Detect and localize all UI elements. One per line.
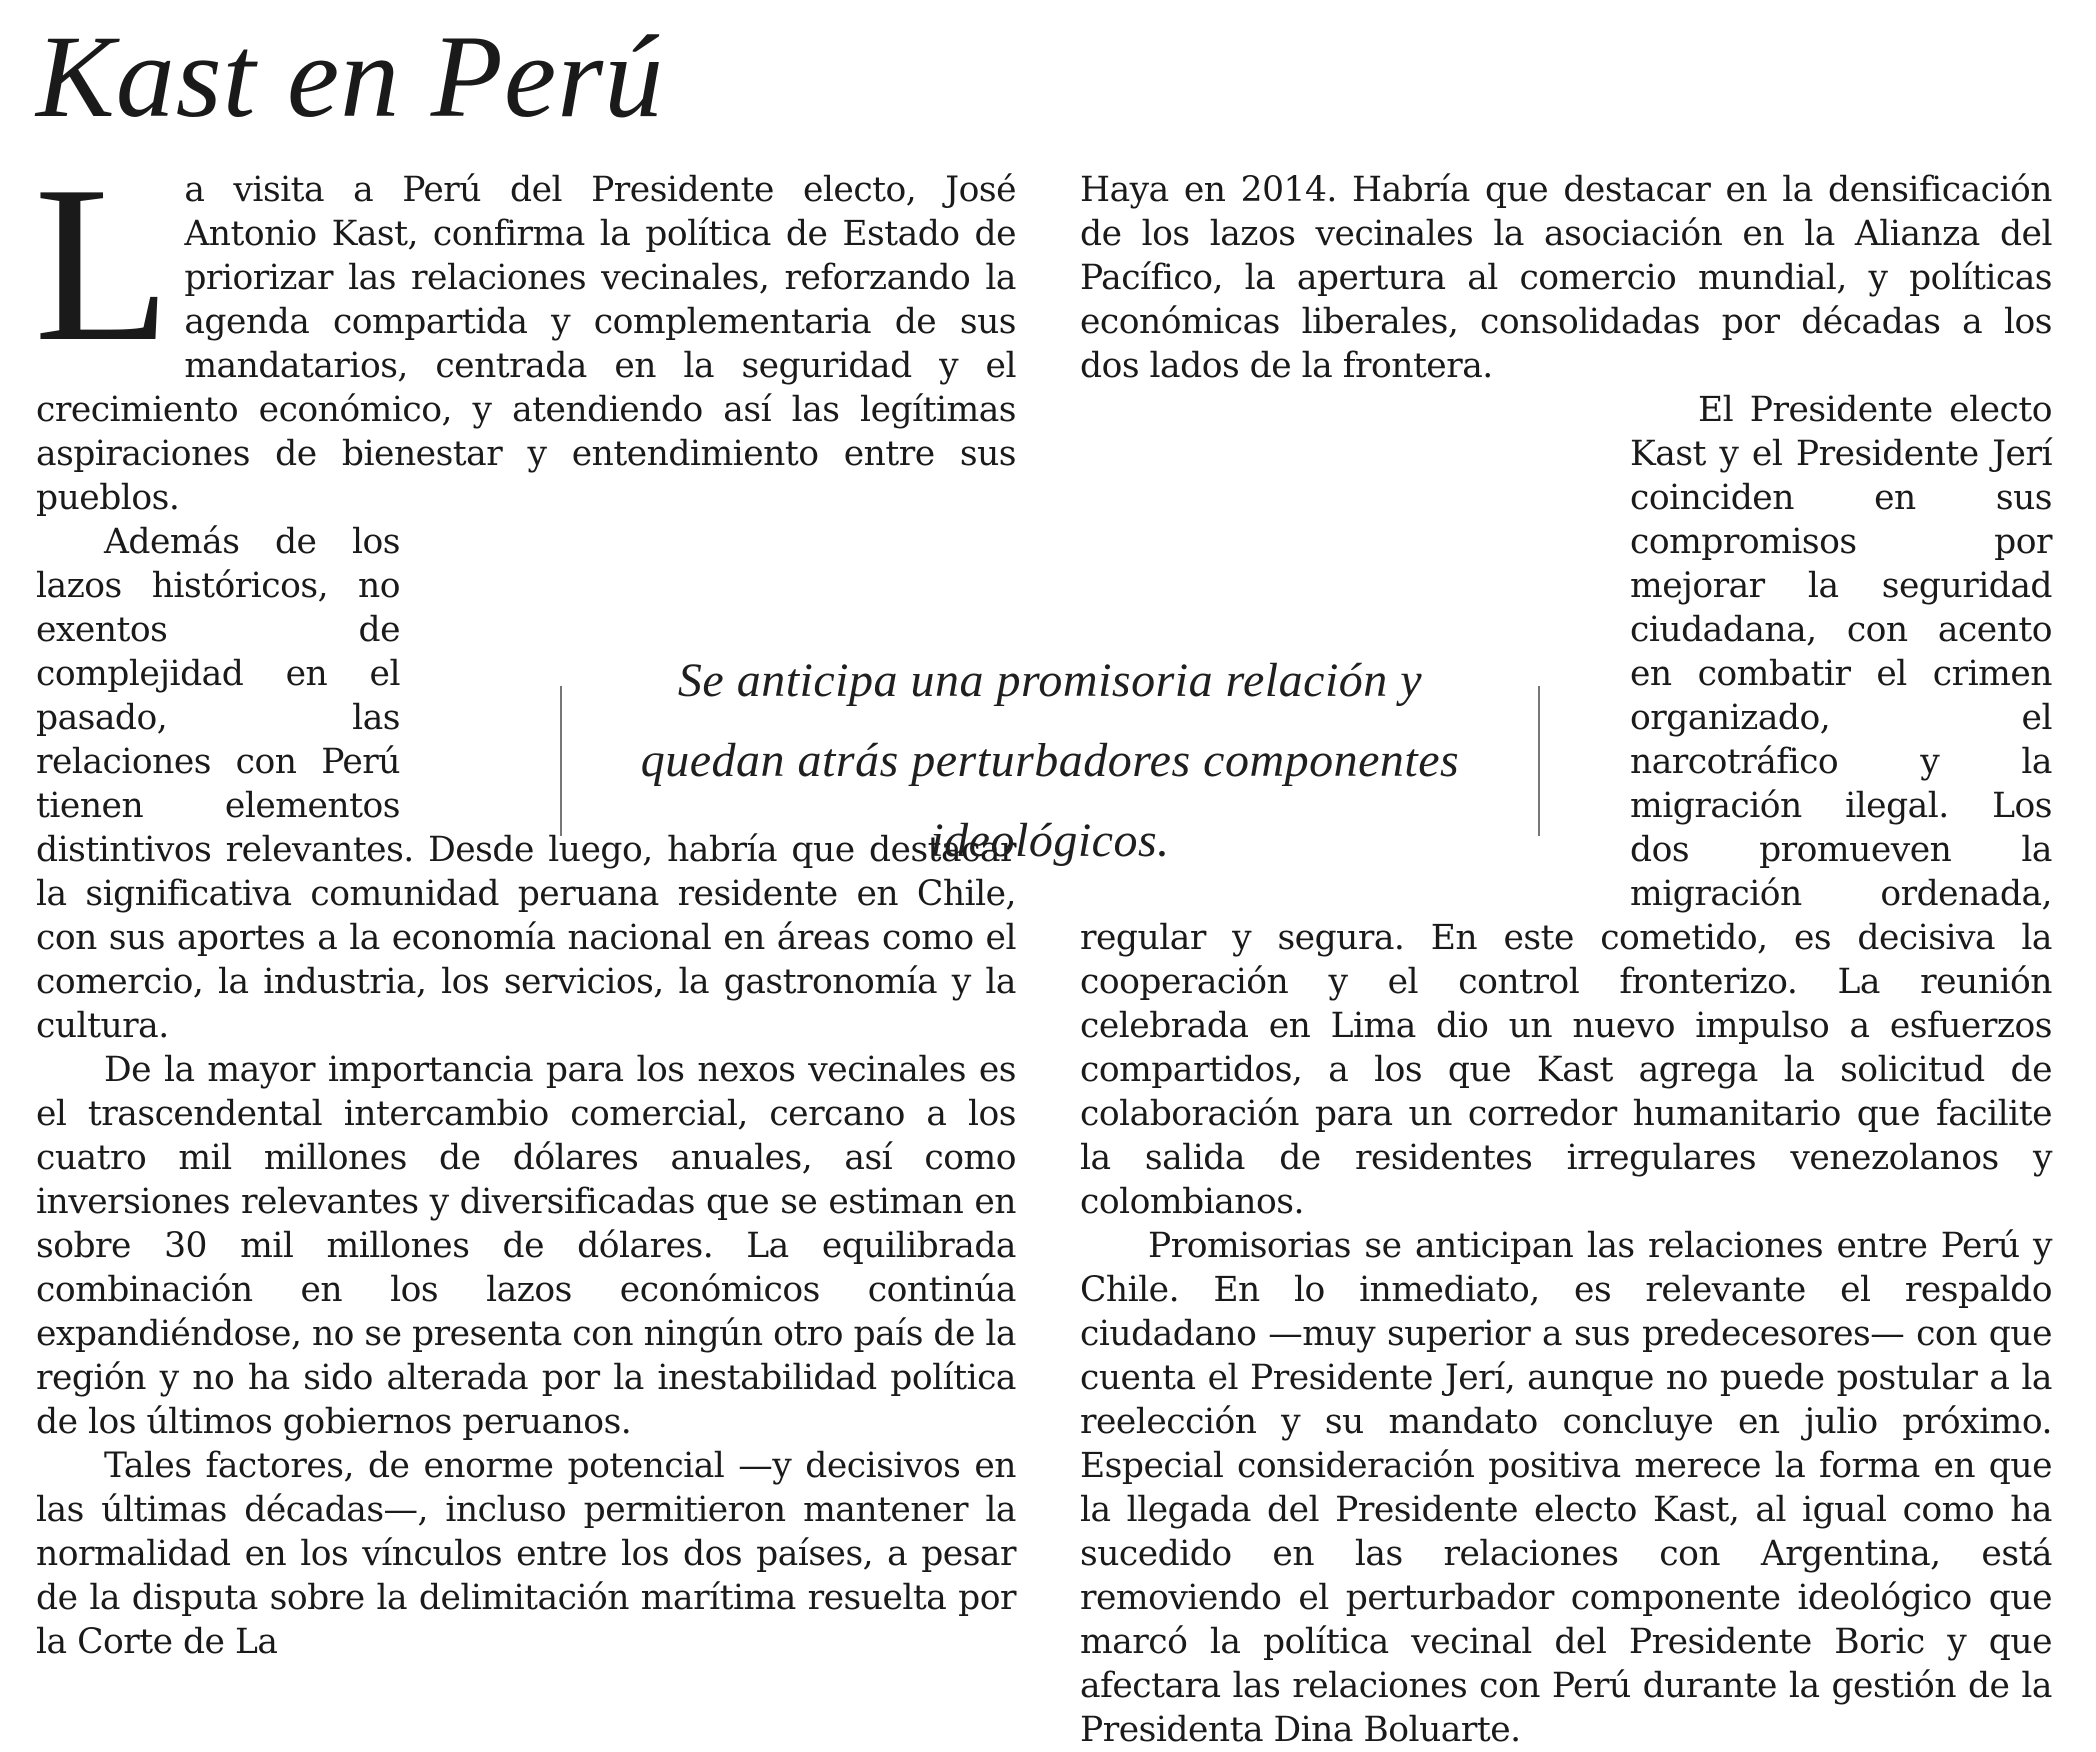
paragraph-3: De la mayor importancia para los nexos vecinales es el trascendental intercambio comercial, cercano a los cuatro mil millones de dólares anuales, así como inversiones relevantes y diversificadas que se estiman en sobre 30 mil millones de dólares. La equilibrada combinación en los lazos económicos continúa expandiéndose, no se presenta con ningún otro país de la región y no ha sido alterada por la inestabilidad política de los últimos gobiernos peruanos. — [36, 1050, 1016, 1442]
paragraph-5: Haya en 2014. Habría que destacar en la densificación de los lazos vecinales la asociación en la Alianza del Pacífico, la apertura al comercio mundial, y políticas económicas liberales, consolidadas por décadas a los dos lados de la frontera. — [1080, 170, 2052, 386]
pull-quote-text: Se anticipa una promisoria relación y quedan atrás perturbadores componentes ideológicos. — [640, 654, 1460, 867]
paragraph-1 — [34, 140, 1016, 520]
paragraph-4: Tales factores, de enorme potencial —y decisivos en las últimas décadas—, incluso permitieron mantener la normalidad en los vínculos entre los dos países, a pesar de la disputa sobre la delimitación marítima resuelta por la Corte de La — [36, 1446, 1016, 1662]
paragraph-7: Promisorias se anticipan las relaciones entre Perú y Chile. En lo inmediato, es relevante el respaldo ciudadano —muy superior a sus predecesores— con que cuenta el Presidente Jerí, aunque no puede postular a la reelección y su mandato concluye en julio próximo. Especial consideración positiva merece la forma en que la llegada del Presidente electo Kast, al igual como ha sucedido en las relaciones con Argentina, está removiendo el perturbador componente ideológico que marcó la política vecinal del Presidente Boric y que afectara las relaciones con Perú durante la gestión de la Presidenta Dina Boluarte. — [1080, 1226, 2052, 1750]
article-column-left — [34, 140, 1016, 1664]
paragraph-2-text: Además de los lazos históricos, no exentos de complejidad en el pasado, las relaciones con Perú tienen elementos distintivos relevantes. Desde luego, habría que destacar la significativa comunidad peruana residente en Chile, con sus aportes a la economía nacional en áreas como el comercio, la industria, los servicios, la gastronomía y la cultura. — [36, 522, 1016, 1046]
drop-cap: L — [34, 140, 171, 388]
article-column-right — [1080, 168, 2052, 1752]
paragraph-6-text: El Presidente electo Kast y el Presidente Jerí coinciden en sus compromisos por mejorar la seguridad ciudadana, con acento en combatir el crimen organizado, el narcotráfico y la migración ilegal. Los dos promueven la migración ordenada, regular y segura. En este cometido, es decisiva la cooperación y el control fronterizo. La reunión celebrada en Lima dio un nuevo impulso a esfuerzos compartidos, a los que Kast agrega la solicitud de colaboración para un corredor humanitario que facilite la salida de residentes irregulares venezolanos y colombianos. — [1080, 390, 2052, 1222]
paragraph-1-text: a visita a Perú del Presidente electo, José Antonio Kast, confirma la política de Estado de priorizar las relaciones vecinales, reforzando la agenda compartida y complementaria de sus mandatarios, centrada en la seguridad y el crecimiento económico, y atendiendo así las legítimas aspiraciones de bienestar y entendimiento entre sus pueblos. — [36, 170, 1016, 518]
article-title: Kast en Perú — [36, 11, 665, 142]
pull-quote — [560, 654, 1540, 867]
